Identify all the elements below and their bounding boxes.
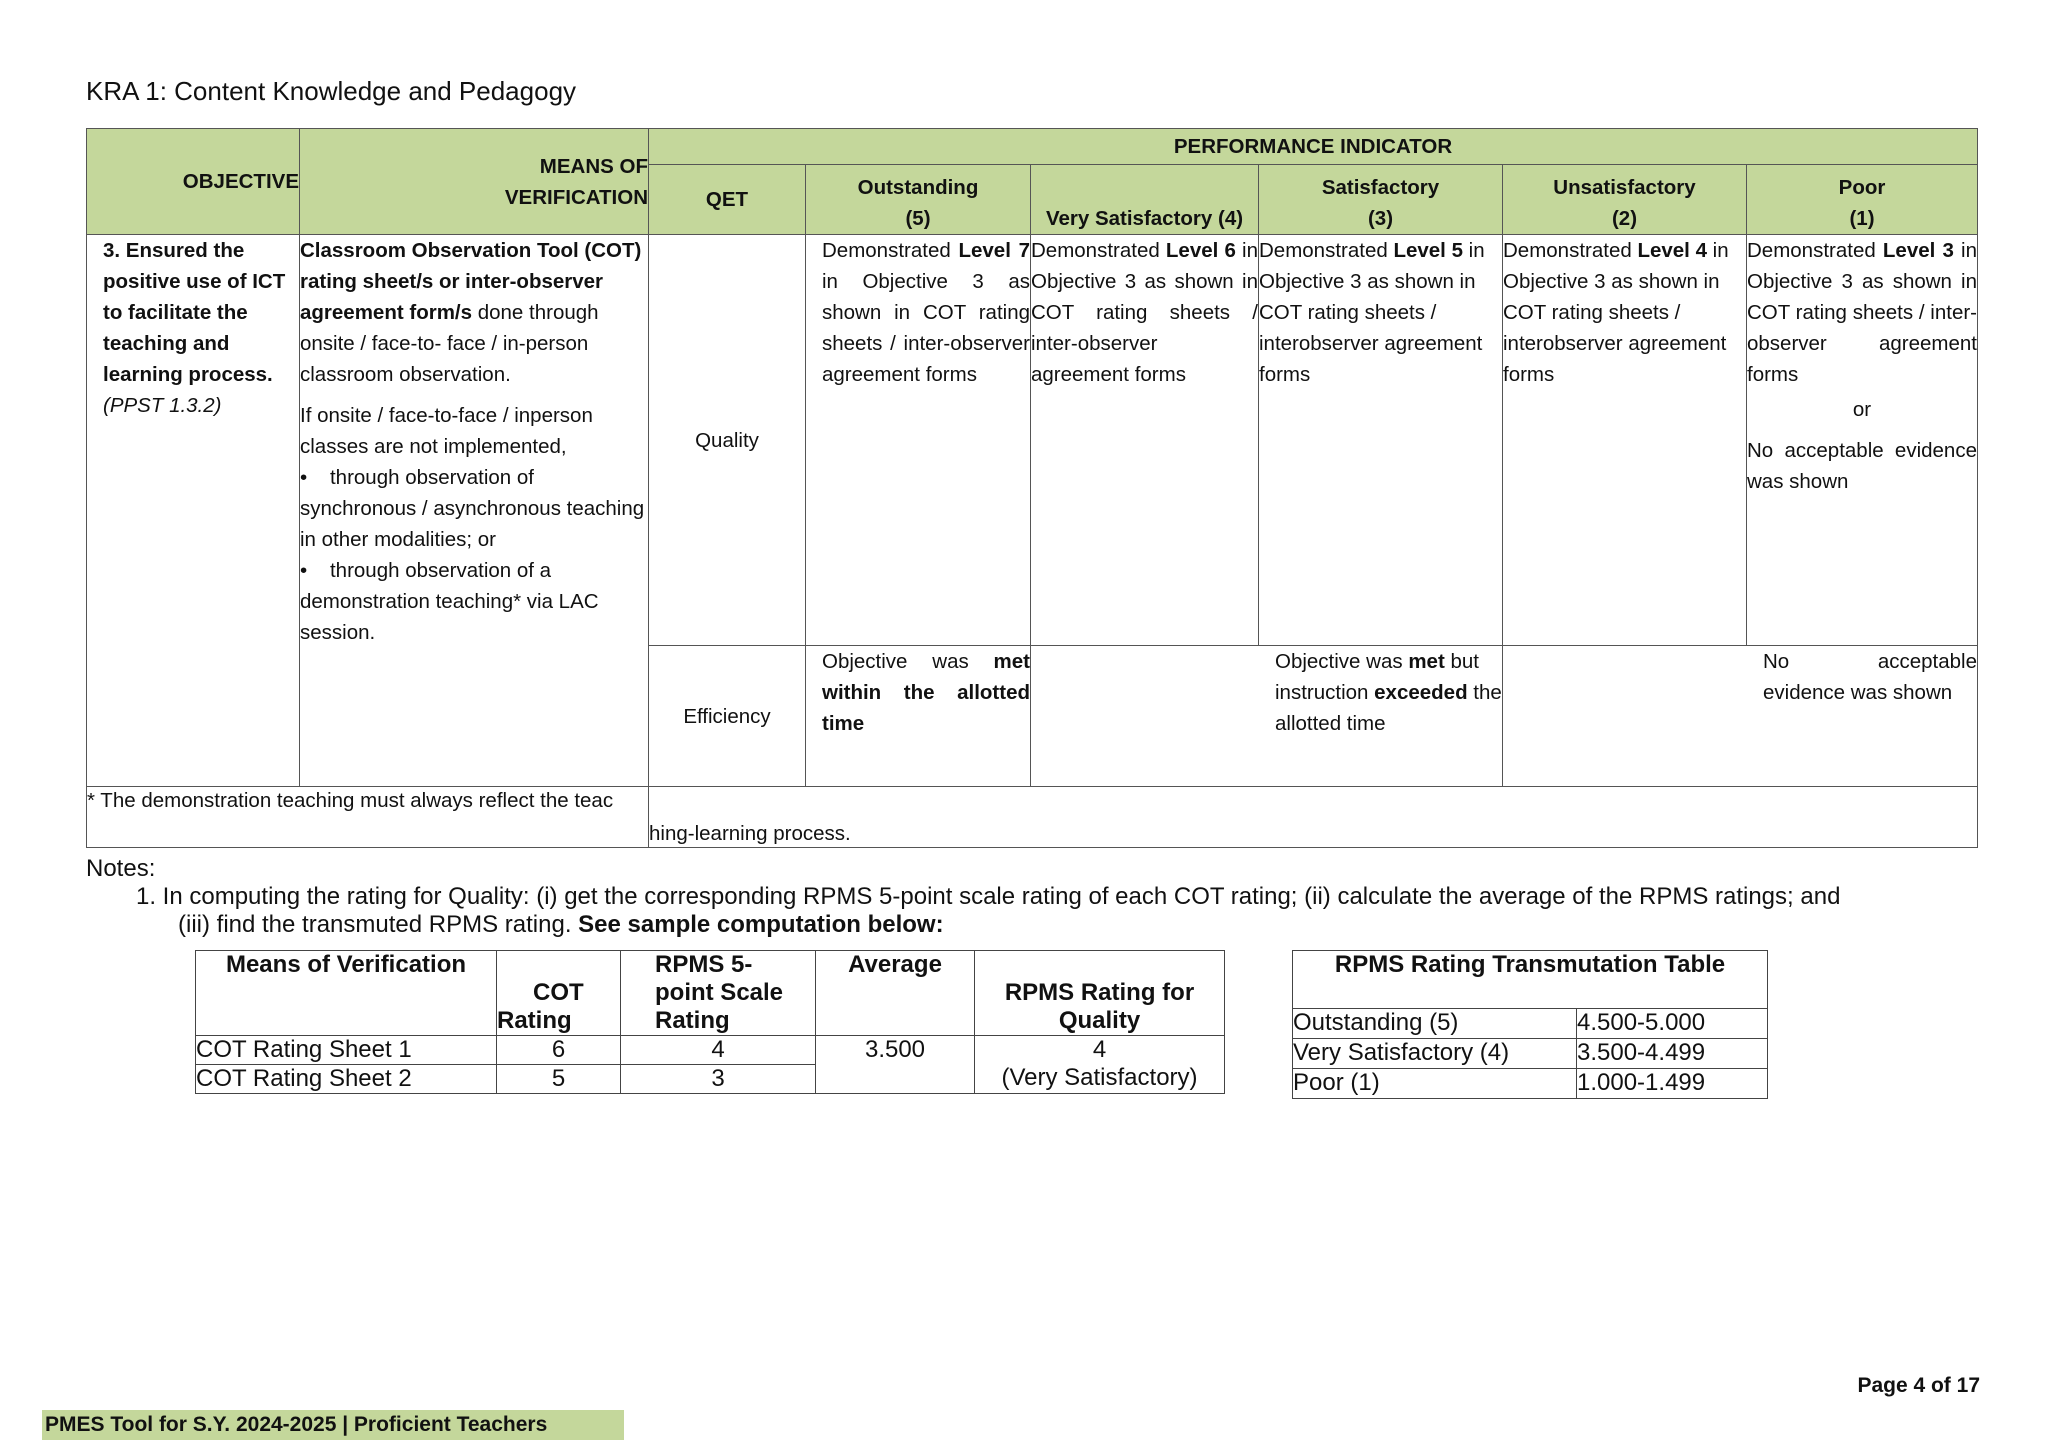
quality-very-satisfactory-cell: Demonstrated Level 6 in Objective 3 as shown in COT rating sheets / inter-observer agreement forms xyxy=(1031,235,1259,646)
quality-label: Quality xyxy=(649,235,806,646)
footnote-right: hing-learning process. xyxy=(649,787,1978,848)
sample-header-cot: COT Rating xyxy=(497,951,621,1036)
trans-row-2-label: Very Satisfactory (4) xyxy=(1293,1039,1577,1069)
quality-satisfactory-cell: Demonstrated Level 5 in Objective 3 as shown in COT rating sheets / interobserver agreement forms xyxy=(1259,235,1503,646)
trans-row-3-range: 1.000-1.499 xyxy=(1577,1069,1768,1099)
efficiency-satisfactory-cell: Objective was met but instruction exceeded the allotted time xyxy=(1031,646,1503,787)
footnote-left: * The demonstration teaching must always reflect the teac xyxy=(87,787,649,848)
trans-row-1-label: Outstanding (5) xyxy=(1293,1009,1577,1039)
efficiency-poor-cell: No acceptable evidence was shown xyxy=(1503,646,1978,787)
mov-header: MEANS OF VERIFICATION xyxy=(300,129,649,235)
quality-unsatisfactory-cell: Demonstrated Level 4 in Objective 3 as shown in COT rating sheets / interobserver agreement forms xyxy=(1503,235,1747,646)
page-number: Page 4 of 17 xyxy=(1857,1374,1980,1397)
objective-cell: 3. Ensured the positive use of ICT to facilitate the teaching and learning process. (PPST 1.3.2) xyxy=(87,235,300,787)
sample-row-1-mov: COT Rating Sheet 1 xyxy=(196,1036,497,1065)
qet-header: QET xyxy=(649,165,806,235)
sample-row-2-cot: 5 xyxy=(497,1065,621,1094)
sample-row-2-rpms: 3 xyxy=(621,1065,816,1094)
mov-cell: Classroom Observation Tool (COT) rating sheet/s or inter-observer agreement form/s done through onsite / face-to- face / in-person classroom observation. If onsite / face-to-face / inperson classes are not implemented, • through observation of synchronous / asynchronous teaching in other modalities; or • through observation of a demonstration teaching* via LAC session. xyxy=(300,235,649,787)
unsatisfactory-header: Unsatisfactory (2) xyxy=(1503,165,1747,235)
kra-title: KRA 1: Content Knowledge and Pedagogy xyxy=(86,76,577,106)
satisfactory-header: Satisfactory (3) xyxy=(1259,165,1503,235)
sample-average: 3.500 xyxy=(816,1036,975,1094)
sample-header-mov: Means of Verification xyxy=(196,951,497,1036)
efficiency-label: Efficiency xyxy=(649,646,806,787)
sample-row-2-mov: COT Rating Sheet 2 xyxy=(196,1065,497,1094)
sample-header-quality: RPMS Rating for Quality xyxy=(975,951,1225,1036)
outstanding-header: Outstanding (5) xyxy=(806,165,1031,235)
footer-label: PMES Tool for S.Y. 2024-2025 | Proficient Teachers xyxy=(42,1410,624,1440)
very-satisfactory-header: Very Satisfactory (4) xyxy=(1031,165,1259,235)
efficiency-outstanding-cell: Objective was met within the allotted time xyxy=(806,646,1031,787)
sample-quality: 4 (Very Satisfactory) xyxy=(975,1036,1225,1094)
sample-header-average: Average xyxy=(816,951,975,1036)
performance-indicator-table xyxy=(86,128,1978,848)
sample-header-rpms: RPMS 5- point Scale Rating xyxy=(621,951,816,1036)
transmutation-title: RPMS Rating Transmutation Table xyxy=(1293,951,1768,1009)
trans-row-1-range: 4.500-5.000 xyxy=(1577,1009,1768,1039)
note-1: 1. In computing the rating for Quality: (i) get the corresponding RPMS 5-point scale rating of each COT rating; (ii) calculate the average of the RPMS ratings; and (iii) find the transmuted RPMS rating. See sample computation below: xyxy=(136,883,1841,938)
sample-row-1-rpms: 4 xyxy=(621,1036,816,1065)
trans-row-3-label: Poor (1) xyxy=(1293,1069,1577,1099)
objective-header: OBJECTIVE xyxy=(87,129,300,235)
sample-row-1-cot: 6 xyxy=(497,1036,621,1065)
notes-title: Notes: xyxy=(86,855,156,882)
poor-header: Poor (1) xyxy=(1747,165,1978,235)
quality-outstanding-cell: Demonstrated Level 7 in Objective 3 as shown in COT rating sheets / inter-observer agreement forms xyxy=(806,235,1031,646)
performance-indicator-header: PERFORMANCE INDICATOR xyxy=(649,129,1978,165)
transmutation-table xyxy=(1292,950,1768,1099)
quality-poor-cell: Demonstrated Level 3 in Objective 3 as shown in COT rating sheets / inter-observer agreement forms or No acceptable evidence was shown xyxy=(1747,235,1978,646)
sample-computation-table xyxy=(195,950,1225,1094)
trans-row-2-range: 3.500-4.499 xyxy=(1577,1039,1768,1069)
